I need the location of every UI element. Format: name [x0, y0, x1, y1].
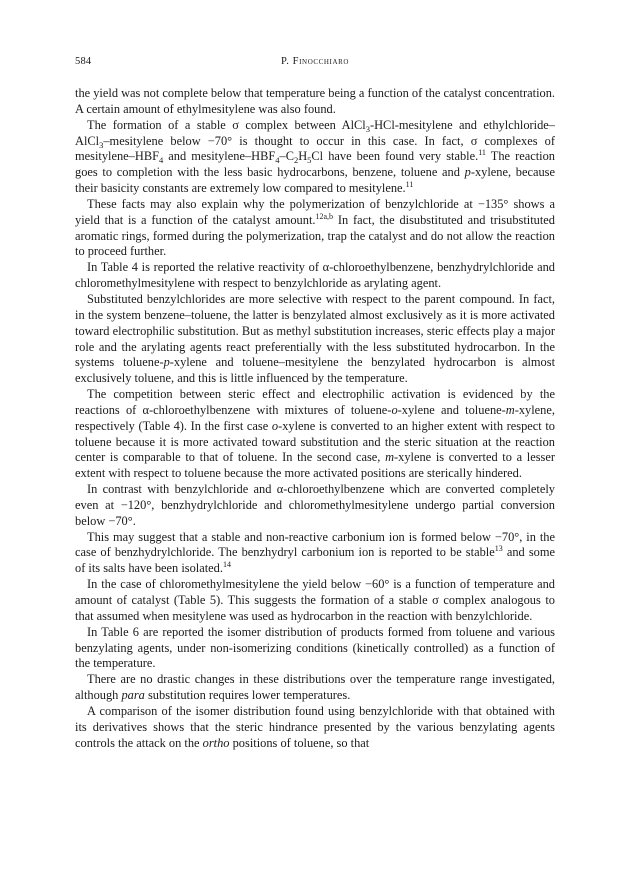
citation-ref: 14	[222, 560, 231, 570]
citation-ref: 12a,b	[315, 211, 334, 221]
paragraph-11: There are no drastic changes in these distributions over the temperature range investigated, although para substitution requires lower temperatures.	[75, 672, 555, 703]
page-number: 584	[75, 56, 92, 67]
paragraph-12: A comparison of the isomer distribution found using benzylchloride with that obtained with its derivatives shows that the steric hindrance presented by the various benzylating agents controls the attack on the ortho positions of toluene, so that	[75, 703, 555, 750]
paragraph-8: This may suggest that a stable and non-reactive carbonium ion is formed below −70°, in the case of benzhydrylchloride. The benzhydryl carbonium ion is reported to be stable$^{13}$ and some of its salts have been isolated.$^{14}$	[75, 529, 555, 576]
paragraph-2: The formation of a stable σ complex between AlCl$_3$-HCl-mesitylene and ethylchloride–AlCl$_3$–mesitylene below −70° is thought to occur in this case. In fact, σ complexes of mesitylene–$HBF_4$ and mesitylene–$HBF_4-C_2H_5Cl$ have been found very stable.$^{11}$ The reaction goes to completion with the less basic hydrocarbons, benzene, toluene and p-xylene, because their basicity constants are extremely low compared to mesitylene.$^{11}$	[75, 117, 555, 196]
paragraph-1: the yield was not complete below that temperature being a function of the catalyst concentration. A certain amount of ethylmesitylene was also found.	[75, 86, 555, 116]
paragraph-3: These facts may also explain why the polymerization of benzylchloride at −135° shows a yield that is a function of the catalyst amount.$^{12a,b}$ In fact, the disubstituted and trisubstituted aromatic rings, formed during the polymerization, trap the catalyst and do not allow the reaction to proceed further.	[75, 196, 556, 259]
citation-ref: 13	[494, 544, 503, 554]
citation-ref: 11	[478, 148, 486, 158]
paragraph-9: In the case of chloromethylmesitylene the yield below −60° is a function of temperature and amount of catalyst (Table 5). This suggests the formation of a stable σ complex analogous to that assumed when mesitylene was used as hydrocarbon in the reaction with benzylchloride.	[75, 577, 555, 623]
paragraph-6: The competition between steric effect and electrophilic activation is evidenced by the reactions of α-chloroethylbenzene with mixtures of toluene-o-xylene and toluene-m-xylene, respectively (Table 4). In the first case o-xylene is converted to an higher extent with respect to toluene because it is more activated toward substitution and the steric situation at the reaction center is comparable to that of toluene. In the second case, m-xylene is converted to a lesser extent with respect to toluene because the more activated positions are sterically hindered.	[75, 387, 555, 481]
running-title: P. Finocchiaro	[280, 56, 350, 67]
paragraph-7: In contrast with benzylchloride and α-chloroethylbenzene which are converted completely even at −120°, benzhydrylchloride and chloromethylmesitylene undergo partial conversion below −70°.	[75, 482, 555, 528]
paragraph-4: In Table 4 is reported the relative reactivity of α-chloroethylbenzene, benzhydrylchloride and chloromethylmesitylene with respect to benzylchloride as arylating agent.	[75, 260, 555, 291]
journal-page	[75, 52, 555, 751]
citation-ref: 11	[405, 180, 414, 190]
running-head	[75, 52, 555, 72]
paragraph-10: In Table 6 are reported the isomer distribution of products formed from toluene and various benzylating agents, under non-isomerizing conditions (kinetically controlled) as a function of the temperature.	[75, 624, 555, 671]
paragraph-5: Substituted benzylchlorides are more selective with respect to the parent compound. In fact, in the system benzene–toluene, the latter is benzylated almost exclusively as it is more activated toward electrophilic substitution. But as methyl substitution increases, steric effects play a major role and the arylating agents react preferentially with the less substituted hydrocarbon. In the systems toluene-p-xylene and toluene–mesitylene the benzylated hydrocarbon is almost exclusively toluene, and this is little influenced by the temperature.	[75, 291, 556, 386]
body-text	[75, 86, 555, 751]
